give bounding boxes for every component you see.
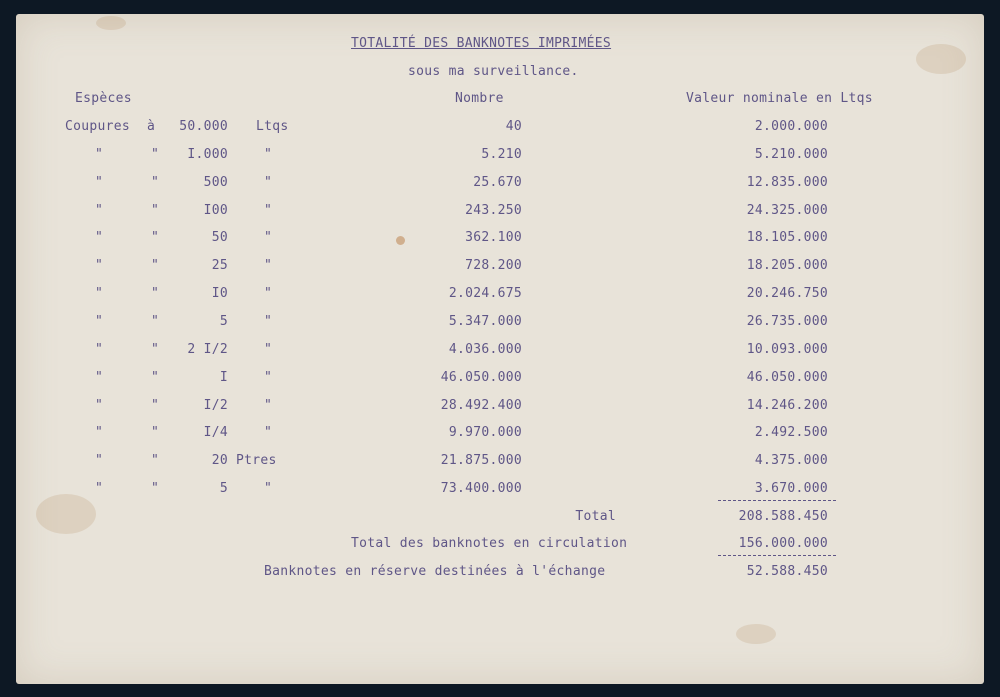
- circulation-value: 156.000.000: [738, 536, 828, 551]
- row-denomination: I/2: [203, 398, 228, 413]
- separator-line: [718, 500, 836, 501]
- row-nombre: 28.492.400: [440, 398, 522, 413]
- row-nombre: 73.400.000: [440, 481, 522, 496]
- reserve-value: 52.588.450: [746, 564, 828, 579]
- row-valeur: 24.325.000: [746, 203, 828, 218]
- row-especes: ": [95, 342, 104, 357]
- row-a: ": [151, 425, 160, 440]
- row-valeur: 20.246.750: [746, 286, 828, 301]
- row-valeur: 3.670.000: [754, 481, 828, 496]
- stain: [916, 44, 966, 74]
- row-valeur: 2.000.000: [754, 119, 828, 134]
- row-nombre: 9.970.000: [448, 425, 522, 440]
- row-nombre: 4.036.000: [448, 342, 522, 357]
- document-subtitle: sous ma surveillance.: [408, 64, 579, 79]
- row-nombre: 5.210: [481, 147, 522, 162]
- row-unit: ": [264, 175, 273, 190]
- row-denomination: I/4: [203, 425, 228, 440]
- row-a: ": [151, 370, 160, 385]
- row-nombre: 21.875.000: [440, 453, 522, 468]
- row-a: ": [151, 147, 160, 162]
- row-especes: ": [95, 453, 104, 468]
- document-title: TOTALITÉ DES BANKNOTES IMPRIMÉES: [351, 36, 612, 51]
- row-a: ": [151, 286, 160, 301]
- row-unit: Ptres: [236, 453, 277, 468]
- row-especes: ": [95, 481, 104, 496]
- row-denomination: 5: [219, 481, 228, 496]
- row-a: ": [151, 453, 160, 468]
- row-nombre: 25.670: [473, 175, 522, 190]
- row-a: ": [151, 230, 160, 245]
- header-nombre: Nombre: [455, 91, 504, 106]
- row-a: ": [151, 481, 160, 496]
- total-value: 208.588.450: [738, 509, 828, 524]
- row-nombre: 2.024.675: [448, 286, 522, 301]
- row-unit: ": [264, 481, 273, 496]
- row-valeur: 18.105.000: [746, 230, 828, 245]
- row-a: ": [151, 398, 160, 413]
- row-denomination: I00: [203, 203, 228, 218]
- row-denomination: 25: [211, 258, 228, 273]
- row-a: ": [151, 342, 160, 357]
- row-valeur: 12.835.000: [746, 175, 828, 190]
- row-unit: ": [264, 203, 273, 218]
- row-nombre: 362.100: [465, 230, 522, 245]
- row-unit: ": [264, 370, 273, 385]
- row-unit: ": [264, 230, 273, 245]
- row-denomination: I.000: [187, 147, 228, 162]
- row-a: ": [151, 203, 160, 218]
- stain: [736, 624, 776, 644]
- reserve-label: Banknotes en réserve destinées à l'échange: [264, 564, 606, 579]
- row-nombre: 243.250: [465, 203, 522, 218]
- row-denomination: 5: [219, 314, 228, 329]
- row-unit: ": [264, 314, 273, 329]
- row-especes: ": [95, 314, 104, 329]
- row-a: à: [147, 119, 156, 134]
- row-unit: ": [264, 342, 273, 357]
- row-a: ": [151, 314, 160, 329]
- row-valeur: 10.093.000: [746, 342, 828, 357]
- row-denomination: 2 I/2: [187, 342, 228, 357]
- row-valeur: 14.246.200: [746, 398, 828, 413]
- row-especes: ": [95, 203, 104, 218]
- separator-line: [718, 555, 836, 556]
- header-especes: Espèces: [75, 91, 132, 106]
- row-unit: Ltqs: [256, 119, 289, 134]
- row-denomination: I0: [211, 286, 228, 301]
- row-denomination: 20: [211, 453, 228, 468]
- row-denomination: I: [219, 370, 228, 385]
- row-nombre: 5.347.000: [448, 314, 522, 329]
- row-valeur: 46.050.000: [746, 370, 828, 385]
- row-denomination: 500: [203, 175, 228, 190]
- row-unit: ": [264, 425, 273, 440]
- row-unit: ": [264, 258, 273, 273]
- row-valeur: 18.205.000: [746, 258, 828, 273]
- row-unit: ": [264, 286, 273, 301]
- total-label: Total: [575, 509, 616, 524]
- row-unit: ": [264, 398, 273, 413]
- row-especes: ": [95, 147, 104, 162]
- row-nombre: 46.050.000: [440, 370, 522, 385]
- row-denomination: 50.000: [179, 119, 228, 134]
- row-especes: Coupures: [65, 119, 131, 134]
- row-especes: ": [95, 425, 104, 440]
- row-especes: ": [95, 370, 104, 385]
- row-a: ": [151, 258, 160, 273]
- row-denomination: 50: [211, 230, 228, 245]
- stain: [36, 494, 96, 534]
- row-especes: ": [95, 175, 104, 190]
- row-valeur: 2.492.500: [754, 425, 828, 440]
- row-nombre: 728.200: [465, 258, 522, 273]
- row-especes: ": [95, 230, 104, 245]
- circulation-label: Total des banknotes en circulation: [351, 536, 628, 551]
- stain: [96, 16, 126, 30]
- row-valeur: 26.735.000: [746, 314, 828, 329]
- row-especes: ": [95, 286, 104, 301]
- row-nombre: 40: [505, 119, 522, 134]
- row-valeur: 4.375.000: [754, 453, 828, 468]
- row-unit: ": [264, 147, 273, 162]
- row-especes: ": [95, 258, 104, 273]
- row-especes: ": [95, 398, 104, 413]
- header-valeur: Valeur nominale en Ltqs: [686, 91, 873, 106]
- row-valeur: 5.210.000: [754, 147, 828, 162]
- row-a: ": [151, 175, 160, 190]
